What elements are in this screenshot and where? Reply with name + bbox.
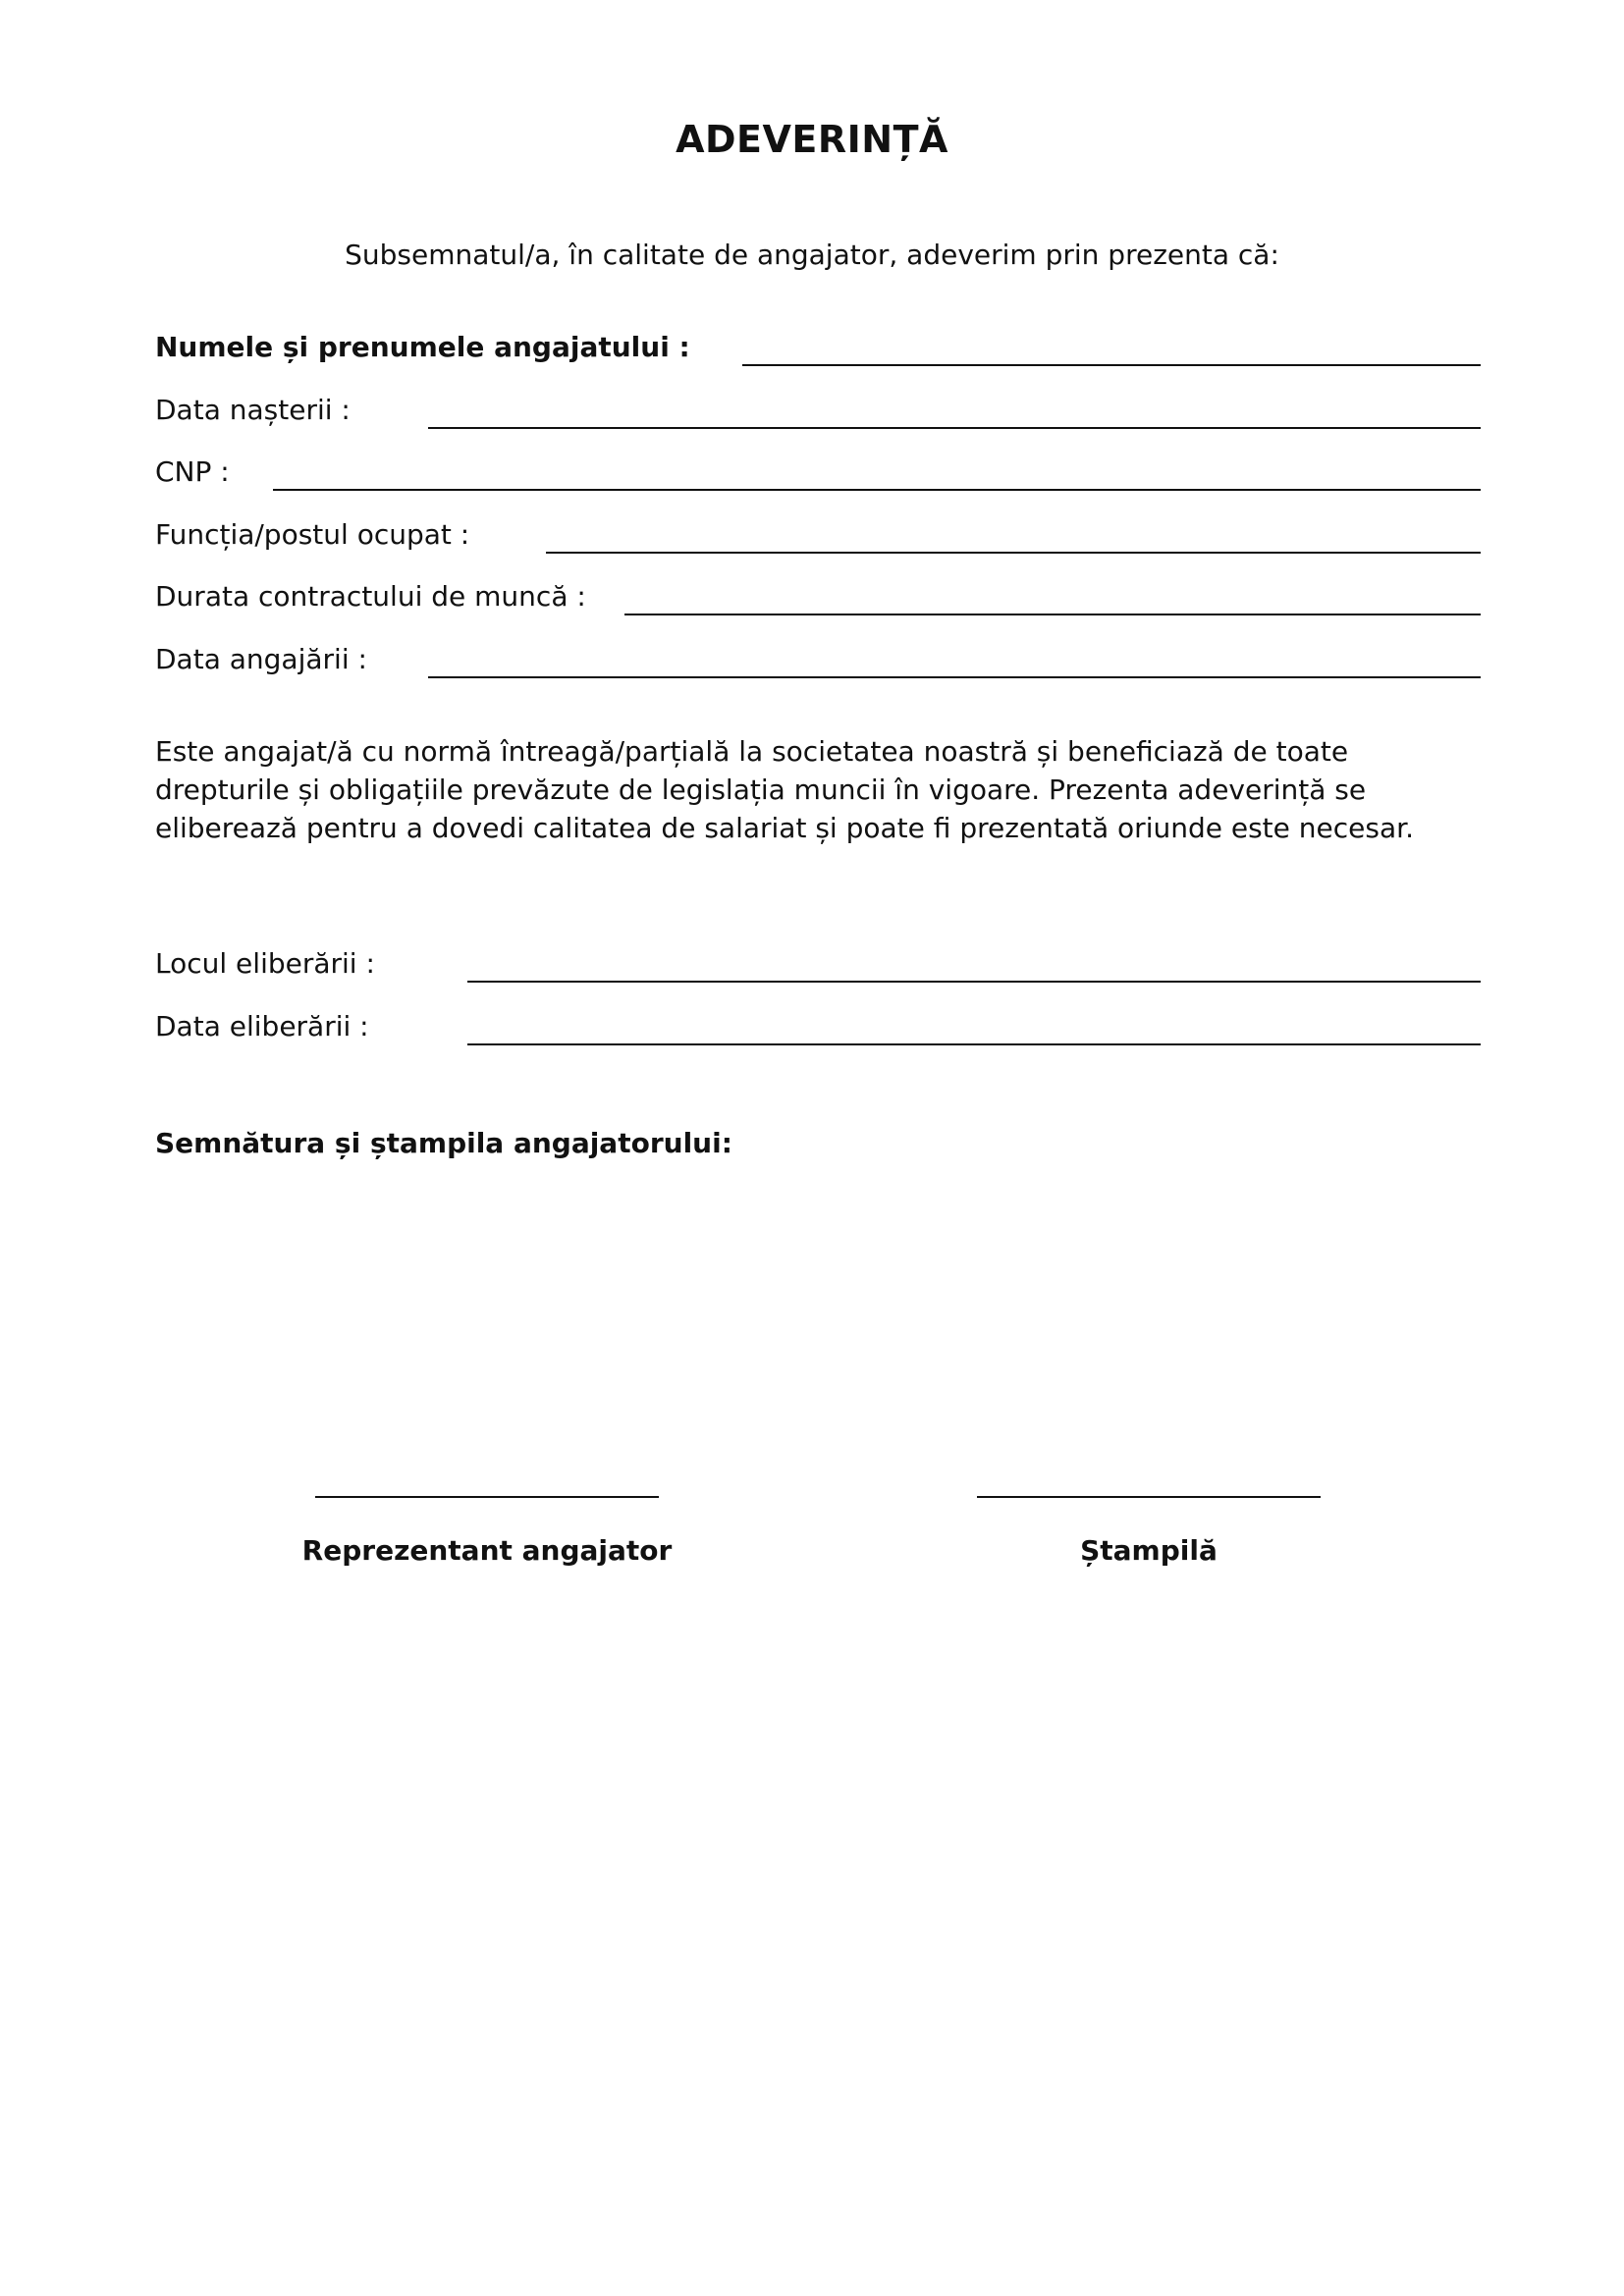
field-label: Funcția/postul ocupat :	[155, 518, 470, 551]
field-job-position	[155, 517, 1481, 557]
document-title: ADEVERINȚĂ	[676, 118, 948, 161]
field-hire-date	[155, 642, 1481, 681]
signature-block-representative	[291, 1496, 683, 1575]
field-birth-date	[155, 393, 1481, 432]
field-contract-duration	[155, 579, 1481, 618]
fill-in-line[interactable]	[742, 364, 1481, 366]
fill-in-line[interactable]	[428, 427, 1481, 429]
field-label: Durata contractului de muncă :	[155, 580, 586, 613]
signature-line[interactable]	[315, 1496, 659, 1498]
signature-heading: Semnătura și ștampila angajatorului:	[155, 1127, 732, 1159]
intro-statement: Subsemnatul/a, în calitate de angajator, adeverim prin prezenta că:	[345, 239, 1279, 271]
fill-in-line[interactable]	[467, 1043, 1481, 1045]
stamp-line[interactable]	[977, 1496, 1321, 1498]
fill-in-line[interactable]	[467, 981, 1481, 983]
field-employee-name	[155, 330, 1481, 369]
field-label: CNP :	[155, 455, 230, 488]
fill-in-line[interactable]	[428, 676, 1481, 678]
field-label: Data angajării :	[155, 643, 367, 675]
field-issue-place	[155, 946, 1481, 986]
body-paragraph: Este angajat/ă cu normă întreagă/parțială la societatea noastră și beneficiază de toate drepturile și obligațiile prevăzute de legislația muncii în vigoare. Prezenta adeverință se eliberează pentru a dovedi calitatea de salariat și poate fi prezentată oriunde este necesar.	[155, 735, 1414, 844]
fill-in-line[interactable]	[624, 614, 1481, 615]
signature-block-stamp	[952, 1496, 1345, 1575]
stamp-caption: Ștampilă	[1080, 1534, 1218, 1567]
fill-in-line[interactable]	[273, 489, 1481, 491]
signature-caption: Reprezentant angajator	[301, 1534, 673, 1567]
field-label: Data eliberării :	[155, 1010, 369, 1042]
field-cnp	[155, 454, 1481, 494]
fill-in-line[interactable]	[546, 552, 1481, 554]
field-issue-date	[155, 1009, 1481, 1048]
field-label: Locul eliberării :	[155, 947, 375, 980]
field-label: Numele și prenumele angajatului :	[155, 331, 690, 363]
field-label: Data nașterii :	[155, 394, 351, 426]
